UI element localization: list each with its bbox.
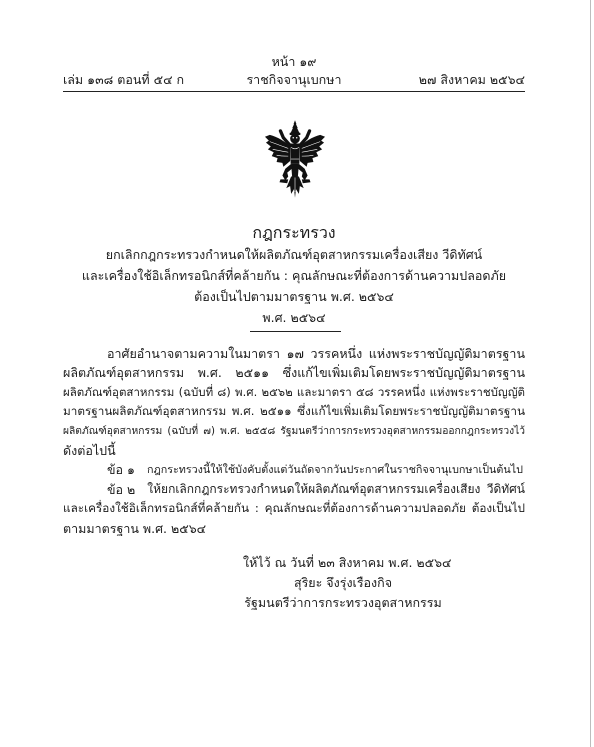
given-date: ให้ไว้ ณ วันที่ ๒๓ สิงหาคม พ.ศ. ๒๕๖๔ — [243, 555, 452, 570]
subtitle-line: ยกเลิกกฎกระทรวงกำหนดให้ผลิตภัณฑ์อุตสาหกรรมเครื่องเสียง วีดิทัศน์ — [105, 247, 483, 262]
clause-2 — [63, 480, 525, 499]
publication-name: ราชกิจจานุเบกษา — [246, 72, 342, 87]
header-divider — [63, 91, 525, 92]
preamble-line: ผลิตภัณฑ์อุตสาหกรรม (ฉบับที่ ๗) พ.ศ. ๒๕๕๘ รัฐมนตรีว่าการกระทรวงอุตสาหกรรมออกกฎกระทรวงไว้ — [63, 424, 525, 437]
clause-1 — [63, 460, 525, 479]
clause-text: ตามมาตรฐาน พ.ศ. ๒๕๖๔ — [63, 520, 207, 536]
subtitle-line: และเครื่องใช้อิเล็กทรอนิกส์ที่คล้ายกัน : คุณลักษณะที่ต้องการด้านความปลอดภัย — [81, 268, 507, 283]
document-title: กฎกระทรวง — [252, 223, 336, 242]
signatory-name: สุริยะ จึงรุ่งเรืองกิจ — [293, 575, 393, 590]
publication-date: ๒๗ สิงหาคม ๒๕๖๔ — [418, 72, 525, 87]
garuda-emblem-icon — [264, 120, 326, 200]
title-year: พ.ศ. ๒๕๖๔ — [262, 310, 326, 325]
signatory-position: รัฐมนตรีว่าการกระทรวงอุตสาหกรรม — [244, 595, 442, 610]
preamble-line: ผลิตภัณฑ์อุตสาหกรรม พ.ศ. ๒๕๑๑ ซึ่งแก้ไขเพิ่มเติมโดยพระราชบัญญัติมาตรฐาน — [63, 365, 525, 381]
clause-number: ข้อ ๒ — [107, 481, 136, 497]
clause-text: กฎกระทรวงนี้ให้ใช้บังคับตั้งแต่วันถัดจากวันประกาศในราชกิจจานุเบกษาเป็นต้นไป — [146, 463, 523, 477]
gazette-header — [63, 72, 525, 88]
clause-number: ข้อ ๑ — [107, 462, 135, 478]
document-subtitle — [63, 244, 525, 328]
preamble-line: ดังต่อไปนี้ — [63, 443, 116, 459]
title-divider — [250, 331, 341, 332]
clause-text: ให้ยกเลิกกฎกระทรวงกำหนดให้ผลิตภัณฑ์อุตสาหกรรมเครื่องเสียง วีดิทัศน์ — [147, 481, 525, 496]
preamble-line: อาศัยอำนาจตามความในมาตรา ๑๗ วรรคหนึ่ง แห่งพระราชบัญญัติมาตรฐาน — [107, 346, 525, 361]
volume-issue: เล่ม ๑๓๘ ตอนที่ ๕๔ ก — [63, 72, 185, 87]
subtitle-line: ต้องเป็นไปตามมาตรฐาน พ.ศ. ๒๕๖๔ — [194, 289, 394, 304]
preamble-line: มาตรฐานผลิตภัณฑ์อุตสาหกรรม พ.ศ. ๒๕๑๑ ซึ่งแก้ไขเพิ่มเติมโดยพระราชบัญญัติมาตรฐาน — [63, 404, 525, 419]
signature-block — [243, 553, 483, 613]
clause-text: และเครื่องใช้อิเล็กทรอนิกส์ที่คล้ายกัน : คุณลักษณะที่ต้องการด้านความปลอดภัย ต้องเป็นไป — [63, 501, 525, 516]
preamble-line: ผลิตภัณฑ์อุตสาหกรรม (ฉบับที่ ๘) พ.ศ. ๒๕๖๒ และมาตรา ๕๘ วรรคหนึ่ง แห่งพระราชบัญญัติ — [63, 384, 525, 399]
page-number: หน้า ๑๙ — [271, 54, 317, 69]
document-body — [63, 344, 525, 538]
page-edge-line — [590, 0, 591, 747]
